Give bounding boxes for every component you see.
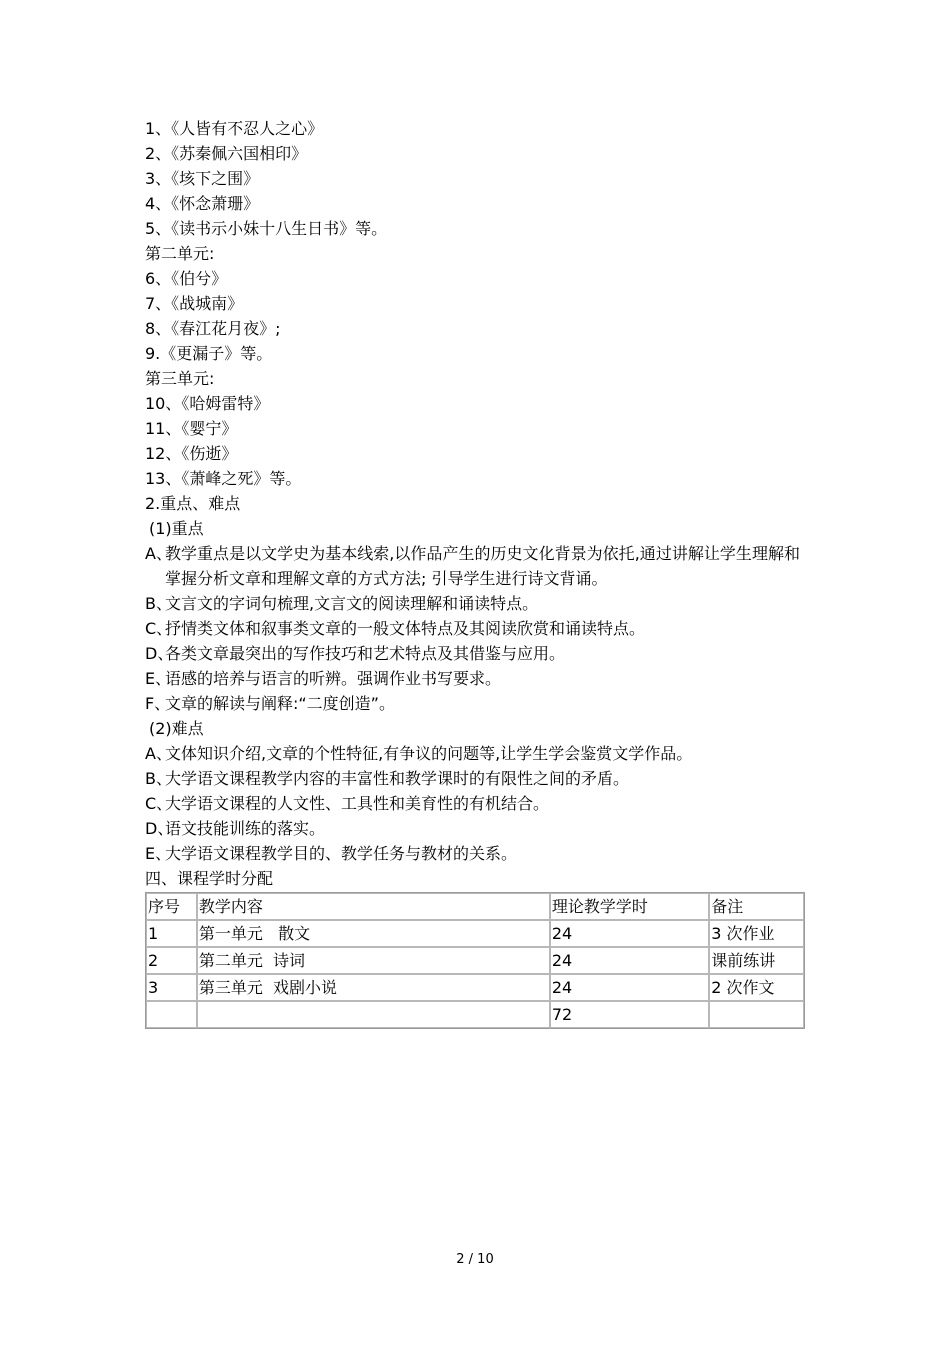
table-row [146, 974, 804, 1001]
document-body [145, 116, 810, 1029]
table-cell: 3 [146, 974, 197, 1001]
table-cell: 第一单元 散文 [197, 920, 550, 947]
table-cell [146, 1001, 197, 1028]
difficulty-item [145, 741, 770, 766]
key-points-heading: (1)重点 [149, 519, 204, 538]
list-item: 4、《怀念萧珊》 [145, 194, 260, 213]
page-number: 2 / 10 [456, 1252, 494, 1267]
list-item: 13、《萧峰之死》等。 [145, 469, 302, 488]
list-item: 10、《哈姆雷特》 [145, 394, 270, 413]
table-cell: 24 [550, 947, 709, 974]
item-text: 大学语文课程教学目的、教学任务与教材的关系。 [165, 844, 518, 863]
table-row [146, 920, 804, 947]
list-item: 11、《婴宁》 [145, 419, 238, 438]
unit1-list [145, 116, 810, 241]
table-header-cell: 序号 [146, 893, 197, 920]
list-item: 6、《伯兮》 [145, 269, 228, 288]
item-text: 抒情类文体和叙事类文章的一般文体特点及其阅读欣赏和诵读特点。 [165, 619, 646, 638]
hours-table [145, 892, 805, 1029]
table-cell: 3 次作业 [709, 920, 804, 947]
item-label: D、 [145, 819, 174, 838]
table-cell [197, 1001, 550, 1028]
list-item: 3、《垓下之围》 [145, 169, 260, 188]
item-label: E、 [145, 669, 172, 688]
table-header-row [146, 893, 804, 920]
item-text: 文言文的字词句梳理,文言文的阅读理解和诵读特点。 [165, 594, 539, 613]
list-item: 12、《伤逝》 [145, 444, 238, 463]
difficulty-item [145, 816, 810, 841]
item-text: 语感的培养与语言的听辨。强调作业书写要求。 [165, 669, 502, 688]
section4-heading: 四、课程学时分配 [145, 869, 274, 888]
list-item: 1、《人皆有不忍人之心》 [145, 119, 324, 138]
key-point-item [145, 616, 810, 641]
item-text: 文体知识介绍,文章的个性特征,有争议的问题等,让学生学会鉴赏文学作品。 [165, 744, 693, 763]
table-cell: 2 [146, 947, 197, 974]
difficulty-item [145, 841, 810, 866]
table-header-cell: 教学内容 [197, 893, 550, 920]
table-cell: 24 [550, 974, 709, 1001]
item-text: 教学重点是以文学史为基本线索,以作品产生的历史文化背景为依托,通过讲解让学生理解和掌握分析文章和理解文章的方式方法; 引导学生进行诗文背诵。 [165, 544, 800, 588]
difficulties-list [145, 741, 810, 866]
table-cell: 2 次作文 [709, 974, 804, 1001]
table-cell: 课前练讲 [709, 947, 804, 974]
difficulties-heading: (2)难点 [149, 719, 204, 738]
key-point-item [145, 591, 810, 616]
item-text: 语文技能训练的落实。 [165, 819, 326, 838]
item-label: B、 [145, 769, 172, 788]
section2-heading: 2.重点、难点 [145, 494, 241, 513]
unit3-heading: 第三单元: [145, 369, 215, 388]
list-item: 2、《苏秦佩六国相印》 [145, 144, 308, 163]
item-text: 文章的解读与阐释:“二度创造”。 [165, 694, 395, 713]
item-label: C、 [145, 619, 173, 638]
table-cell: 72 [550, 1001, 709, 1028]
unit3-list [145, 391, 810, 491]
key-point-item [145, 666, 810, 691]
table-row [146, 1001, 804, 1028]
key-point-item [145, 541, 800, 591]
table-cell: 24 [550, 920, 709, 947]
list-item: 5、《读书示小妹十八生日书》等。 [145, 219, 388, 238]
item-text: 大学语文课程教学内容的丰富性和教学课时的有限性之间的矛盾。 [165, 769, 630, 788]
table-cell: 第三单元 戏剧小说 [197, 974, 550, 1001]
item-label: F、 [145, 694, 171, 713]
item-label: C、 [145, 794, 173, 813]
table-cell: 第二单元 诗词 [197, 947, 550, 974]
table-row [146, 947, 804, 974]
item-text: 各类文章最突出的写作技巧和艺术特点及其借鉴与应用。 [165, 644, 566, 663]
table-header-cell: 备注 [709, 893, 804, 920]
table-cell: 1 [146, 920, 197, 947]
key-point-item [145, 691, 810, 716]
item-text: 大学语文课程的人文性、工具性和美育性的有机结合。 [165, 794, 550, 813]
item-label: A、 [145, 544, 172, 563]
unit2-list [145, 266, 810, 366]
list-item: 7、《战城南》 [145, 294, 244, 313]
list-item: 8、《春江花月夜》; [145, 319, 281, 338]
item-label: D、 [145, 644, 174, 663]
key-point-item [145, 641, 810, 666]
table-cell [709, 1001, 804, 1028]
difficulty-item [145, 791, 810, 816]
item-label: E、 [145, 844, 172, 863]
list-item: 9.《更漏子》等。 [145, 344, 273, 363]
unit2-heading: 第二单元: [145, 244, 215, 263]
key-points-list [145, 541, 810, 716]
difficulty-item [145, 766, 810, 791]
item-label: A、 [145, 744, 172, 763]
table-header-cell: 理论教学学时 [550, 893, 709, 920]
item-label: B、 [145, 594, 172, 613]
